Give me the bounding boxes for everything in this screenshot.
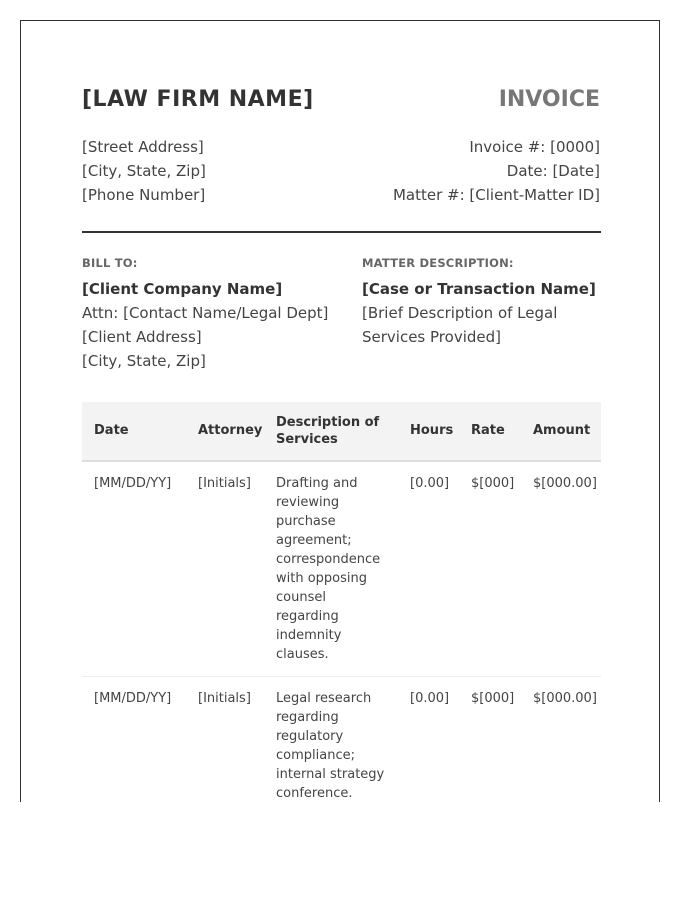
header-rate: Rate xyxy=(471,423,505,438)
row-attorney: [Initials] xyxy=(198,691,251,706)
firm-address xyxy=(82,135,206,207)
description-line: Legal research xyxy=(276,691,372,706)
header-date: Date xyxy=(94,423,129,438)
matter-description-line: [Brief Description of Legal xyxy=(362,304,558,322)
description-line: agreement; xyxy=(276,533,352,548)
table-row xyxy=(82,462,601,677)
firm-street: [Street Address] xyxy=(82,138,204,156)
description-line: conference. xyxy=(276,786,353,801)
row-rate: $[000] xyxy=(471,691,515,706)
invoice-page xyxy=(20,20,660,802)
header-description-line: Services xyxy=(276,432,338,447)
description-line: counsel xyxy=(276,590,326,605)
header-amount: Amount xyxy=(533,423,591,438)
client-address: [Client Address] xyxy=(82,328,202,346)
table-row xyxy=(82,677,601,802)
row-rate: $[000] xyxy=(471,476,515,491)
firm-city: [City, State, Zip] xyxy=(82,162,206,180)
table-header xyxy=(82,402,601,462)
firm-phone: [Phone Number] xyxy=(82,186,206,204)
invoice-number: Invoice #: [0000] xyxy=(469,138,600,156)
matter-description-label: MATTER DESCRIPTION: xyxy=(362,256,514,270)
header-divider xyxy=(82,231,601,233)
header-description-line: Description of xyxy=(276,415,380,430)
matter-number: Matter #: [Client-Matter ID] xyxy=(392,186,600,204)
description-line: compliance; xyxy=(276,748,355,763)
client-contact: Attn: [Contact Name/Legal Dept] xyxy=(82,304,329,322)
invoice-date: Date: [Date] xyxy=(506,162,600,180)
invoice-meta xyxy=(393,135,600,207)
services-table xyxy=(82,402,601,802)
invoice-title: INVOICE xyxy=(498,87,600,112)
description-line: reviewing xyxy=(276,495,340,510)
description-line: clauses. xyxy=(276,647,329,662)
header-description xyxy=(276,414,388,448)
row-date: [MM/DD/YY] xyxy=(94,691,172,706)
row-description xyxy=(276,474,388,664)
row-date: [MM/DD/YY] xyxy=(94,476,172,491)
description-line: regulatory xyxy=(276,729,344,744)
description-line: purchase xyxy=(276,514,336,529)
matter-block xyxy=(362,277,602,349)
firm-name: [LAW FIRM NAME] xyxy=(82,87,314,112)
description-line: Drafting and xyxy=(276,476,358,491)
description-line: regarding xyxy=(276,710,339,725)
client-company: [Client Company Name] xyxy=(82,280,283,298)
description-line: regarding xyxy=(276,609,339,624)
row-description xyxy=(276,689,388,802)
row-hours: [0.00] xyxy=(410,691,450,706)
description-line: with opposing xyxy=(276,571,367,586)
matter-description-line: Services Provided] xyxy=(362,328,501,346)
row-attorney: [Initials] xyxy=(198,476,251,491)
matter-name: [Case or Transaction Name] xyxy=(362,280,596,298)
row-hours: [0.00] xyxy=(410,476,450,491)
bill-to-label: BILL TO: xyxy=(82,256,138,270)
description-line: internal strategy xyxy=(276,767,385,782)
row-amount: $[000.00] xyxy=(533,476,597,491)
client-city: [City, State, Zip] xyxy=(82,352,206,370)
header-hours: Hours xyxy=(410,423,454,438)
bill-to-block xyxy=(82,277,328,373)
row-amount: $[000.00] xyxy=(533,691,597,706)
description-line: correspondence xyxy=(276,552,381,567)
header-attorney: Attorney xyxy=(198,423,263,438)
description-line: indemnity xyxy=(276,628,342,643)
